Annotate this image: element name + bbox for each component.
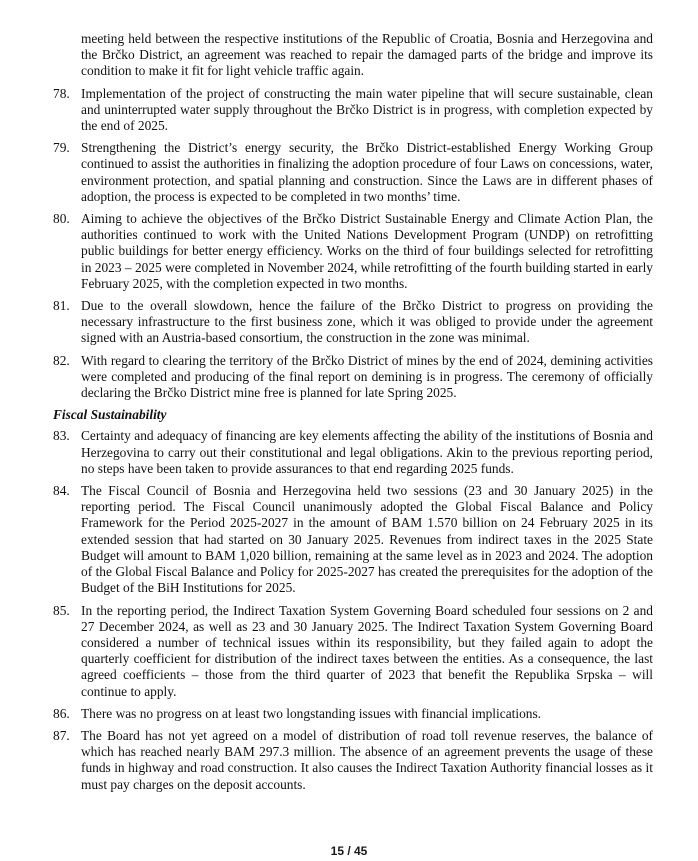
- paragraph-text: The Fiscal Council of Bosnia and Herzegovina held two sessions (23 and 30 January 2025) in the reporting period. The Fiscal Council unanimously adopted the Global Fiscal Balance and Policy Framework for the Period 2025-2027 in the amount of BAM 1.570 billion on 24 February 2025 in its extended session that had started on 30 January 2025. Revenues from indirect taxes in the 2025 State Budget will amount to BAM 1,020 billion, remaining at the same level as in 2023 and 2024. The adoption of the Global Fiscal Balance and Policy for 2025-2027 has created the prerequisites for the adoption of the Budget of the BiH Institutions for 2025.: [81, 483, 653, 596]
- paragraph-text: Due to the overall slowdown, hence the failure of the Brčko District to progress on providing the necessary infrastructure to the first business zone, which it was obliged to provide under the agreement signed with an Austria-based consortium, the construction in the zone was minimal.: [81, 298, 653, 346]
- paragraph-number: 78.: [53, 85, 70, 101]
- paragraph-text: The Board has not yet agreed on a model of distribution of road toll revenue reserves, the balance of which has reached nearly BAM 297.3 million. The absence of an agreement prevents the usage of these funds in highway and road construction. It also causes the Indirect Taxation Authority financial losses as it must pay charges on the deposit accounts.: [81, 727, 653, 792]
- paragraph-84: [53, 483, 653, 596]
- paragraph-text: There was no progress on at least two longstanding issues with financial implications.: [81, 705, 542, 721]
- document-body: [53, 31, 653, 799]
- paragraph-82: [53, 353, 653, 402]
- paragraph-number: 83.: [53, 428, 70, 444]
- paragraph-text: Aiming to achieve the objectives of the Brčko District Sustainable Energy and Climate Action Plan, the authorities continued to work with the United Nations Development Program (UNDP) on retrofitting public buildings for better energy efficiency. Works on the third of four buildings selected for retrofitting in 2023 – 2025 were completed in November 2024, while retrofitting of the fourth building started in early February 2025, with the completion expected in two months.: [81, 211, 653, 291]
- paragraph-86: [53, 706, 653, 722]
- paragraph-text: Strengthening the District’s energy security, the Brčko District-established Energy Working Group continued to assist the authorities in finalizing the adoption procedure of four Laws on concessions, water, environment protection, and spatial planning and construction. Since the Laws are in different phases of adoption, the process is expected to be completed in two months’ time.: [81, 140, 653, 204]
- paragraph-number: 79.: [53, 140, 70, 156]
- paragraph-text: Implementation of the project of constructing the main water pipeline that will secure sustainable, clean and uninterrupted water supply throughout the Brčko District is in progress, with completion expected by the end of 2025.: [81, 85, 653, 134]
- paragraph-number: 85.: [53, 602, 70, 618]
- paragraph-83: [53, 428, 653, 477]
- page-number: 15 / 45: [330, 844, 368, 858]
- paragraph-number: 86.: [53, 705, 70, 721]
- continuation-paragraph: [53, 31, 653, 80]
- paragraph-80: [53, 211, 653, 292]
- paragraph-85: [53, 603, 653, 700]
- paragraph-text: In the reporting period, the Indirect Taxation System Governing Board scheduled four sessions on 2 and 27 December 2024, as well as 23 and 30 January 2025. The Indirect Taxation System Governing Board considered a number of technical issues within its responsibility, but they failed again to adopt the quarterly coefficient for distribution of the indirect taxes between the entities. As a consequence, the last agreed coefficients – those from the third quarter of 2023 that benefit the Republika Srpska – will continue to apply.: [81, 602, 653, 699]
- paragraph-79: [53, 140, 653, 205]
- paragraph-number: 81.: [53, 298, 70, 314]
- section-heading: Fiscal Sustainability: [53, 407, 167, 423]
- paragraph-text: Certainty and adequacy of financing are key elements affecting the ability of the institutions of Bosnia and Herzegovina to carry out their constitutional and legal obligations. Akin to the previous reporting period, no steps have been taken to provide assurances to that end regarding 2025 funds.: [81, 428, 653, 476]
- paragraph-number: 82.: [53, 352, 70, 368]
- paragraph-text: meeting held between the respective institutions of the Republic of Croatia, Bosnia and Herzegovina and the Brčko District, an agreement was reached to repair the damaged parts of the bridge and improve its condition to make it fit for light vehicle traffic again.: [81, 31, 653, 79]
- paragraph-number: 80.: [53, 211, 70, 227]
- paragraph-78: [53, 86, 653, 135]
- paragraph-text: With regard to clearing the territory of the Brčko District of mines by the end of 2024, demining activities were completed and producing of the final report on demining is in progress. The ceremony of officially declaring the Brčko District mine free is planned for late Spring 2025.: [81, 352, 653, 401]
- paragraph-number: 84.: [53, 483, 70, 499]
- paragraph-number: 87.: [53, 727, 70, 743]
- paragraph-87: [53, 728, 653, 793]
- paragraph-81: [53, 298, 653, 347]
